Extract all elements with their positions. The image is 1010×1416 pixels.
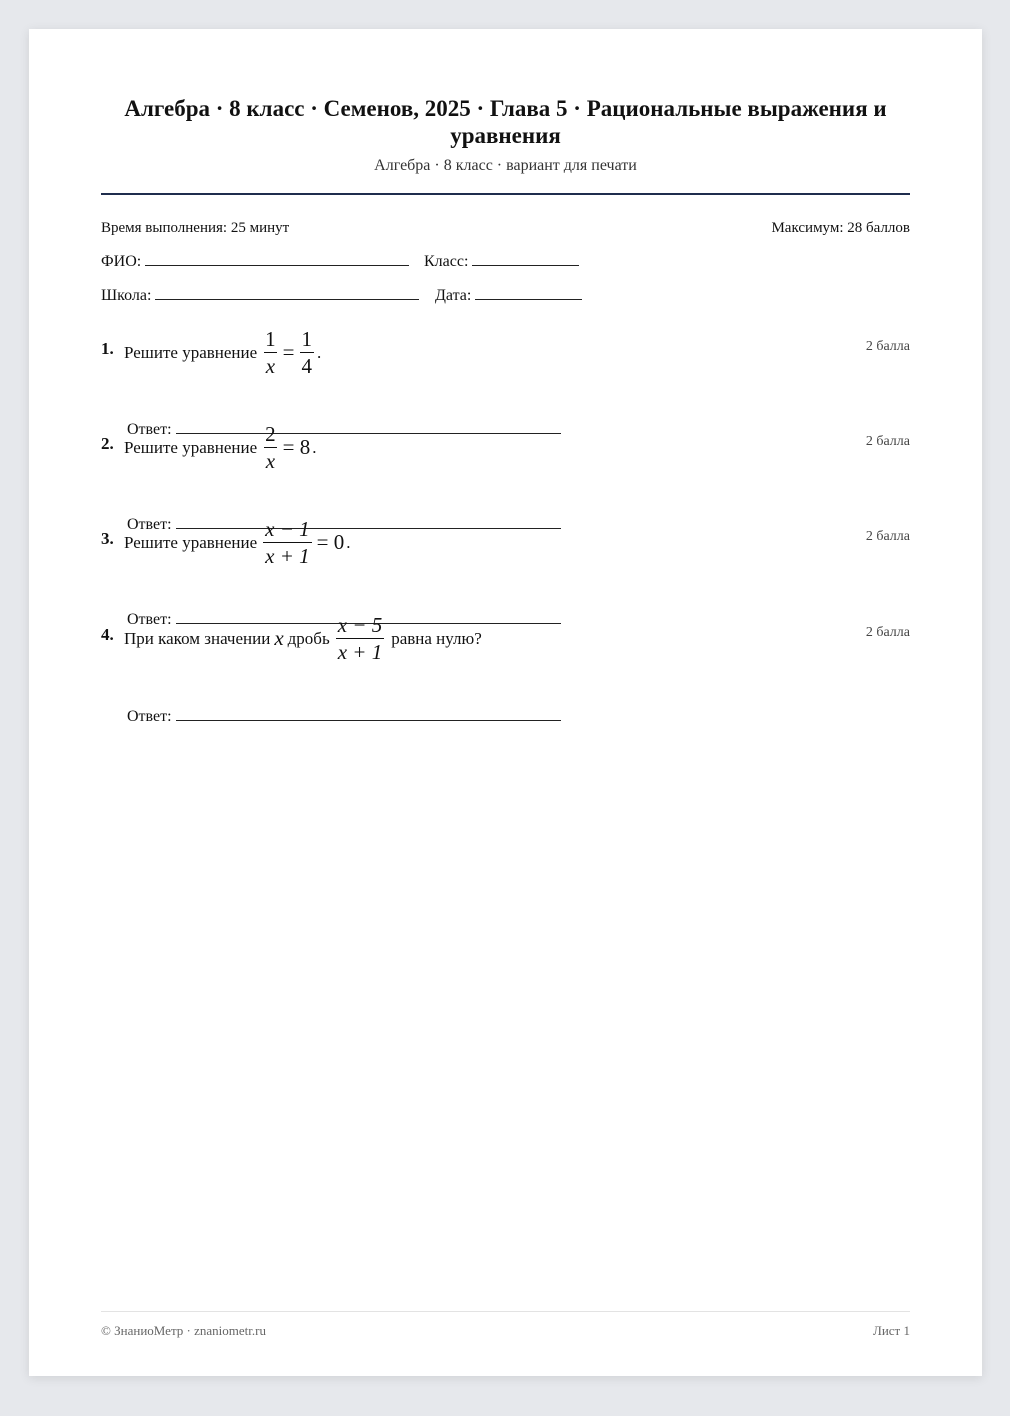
class-blank (472, 264, 579, 266)
time-limit: Время выполнения: 25 минут (101, 220, 290, 236)
date-field (435, 287, 582, 305)
fio-field (101, 253, 409, 271)
task-lead: Решите уравнение (124, 532, 258, 552)
task-lead: Решите уравнение (124, 342, 258, 362)
fio-blank (145, 264, 409, 266)
task-number: 1. (101, 339, 114, 358)
class-label: Класс: (424, 253, 469, 270)
school-blank (155, 298, 419, 300)
date-blank (475, 298, 582, 300)
denominator: 4 (301, 354, 312, 378)
task-lead: При каком значении (124, 628, 271, 648)
answer-label: Ответ: (127, 611, 172, 628)
school-label: Школа: (101, 287, 152, 304)
variable: x (274, 626, 284, 650)
fraction (336, 613, 385, 664)
task-number: 2. (101, 434, 114, 453)
date-label: Дата: (435, 287, 472, 304)
fraction (300, 327, 315, 378)
task-lead: Решите уравнение (124, 437, 258, 457)
numerator: x − 5 (337, 613, 383, 637)
footer-divider (101, 1311, 910, 1312)
footer-copyright: © ЗнаниоМетр · znaniometr.ru (101, 1323, 266, 1338)
denominator: x (265, 449, 276, 473)
task-mid: дробь (287, 628, 330, 648)
task-text (124, 327, 321, 378)
task-number: 3. (101, 529, 114, 548)
page-title: Алгебра · 8 класс · Семенов, 2025 · Глава 5 · Рациональные выражения и уравнения (124, 96, 887, 148)
task-points: 2 балла (865, 434, 910, 449)
numerator: x − 1 (265, 517, 310, 541)
header-divider (101, 193, 910, 195)
denominator: x + 1 (265, 544, 310, 568)
answer-label: Ответ: (127, 708, 172, 725)
answer-blank (176, 720, 561, 721)
equals-expression: = 8 (282, 435, 311, 459)
equals-expression: = 0 (316, 530, 345, 554)
denominator: x (265, 354, 276, 378)
task-tail: . (312, 437, 317, 457)
fraction (263, 327, 278, 378)
numerator: 1 (301, 327, 312, 351)
task-tail: равна нулю? (391, 628, 482, 648)
answer-label: Ответ: (127, 516, 172, 533)
class-field (424, 253, 579, 271)
numerator: 2 (265, 422, 276, 446)
fraction (263, 422, 278, 473)
school-field (101, 287, 419, 305)
fio-label: ФИО: (101, 253, 142, 270)
worksheet-page (29, 29, 982, 1376)
page-number: Лист 1 (873, 1323, 910, 1338)
equals-sign: = (282, 340, 295, 364)
task-number: 4. (101, 625, 114, 644)
task-text (124, 613, 482, 664)
page-subtitle: Алгебра · 8 класс · вариант для печати (374, 157, 637, 174)
task-points: 2 балла (865, 625, 910, 640)
fraction (263, 517, 312, 568)
task-tail: . (317, 342, 322, 362)
task-text (124, 517, 351, 568)
answer-label: Ответ: (127, 421, 172, 438)
answer-field (127, 708, 561, 726)
task-points: 2 балла (865, 339, 910, 354)
task-tail: . (346, 532, 351, 552)
denominator: x + 1 (337, 640, 383, 664)
max-score: Максимум: 28 баллов (771, 220, 910, 236)
task-text (124, 422, 317, 473)
task-points: 2 балла (865, 529, 910, 544)
numerator: 1 (265, 327, 276, 351)
